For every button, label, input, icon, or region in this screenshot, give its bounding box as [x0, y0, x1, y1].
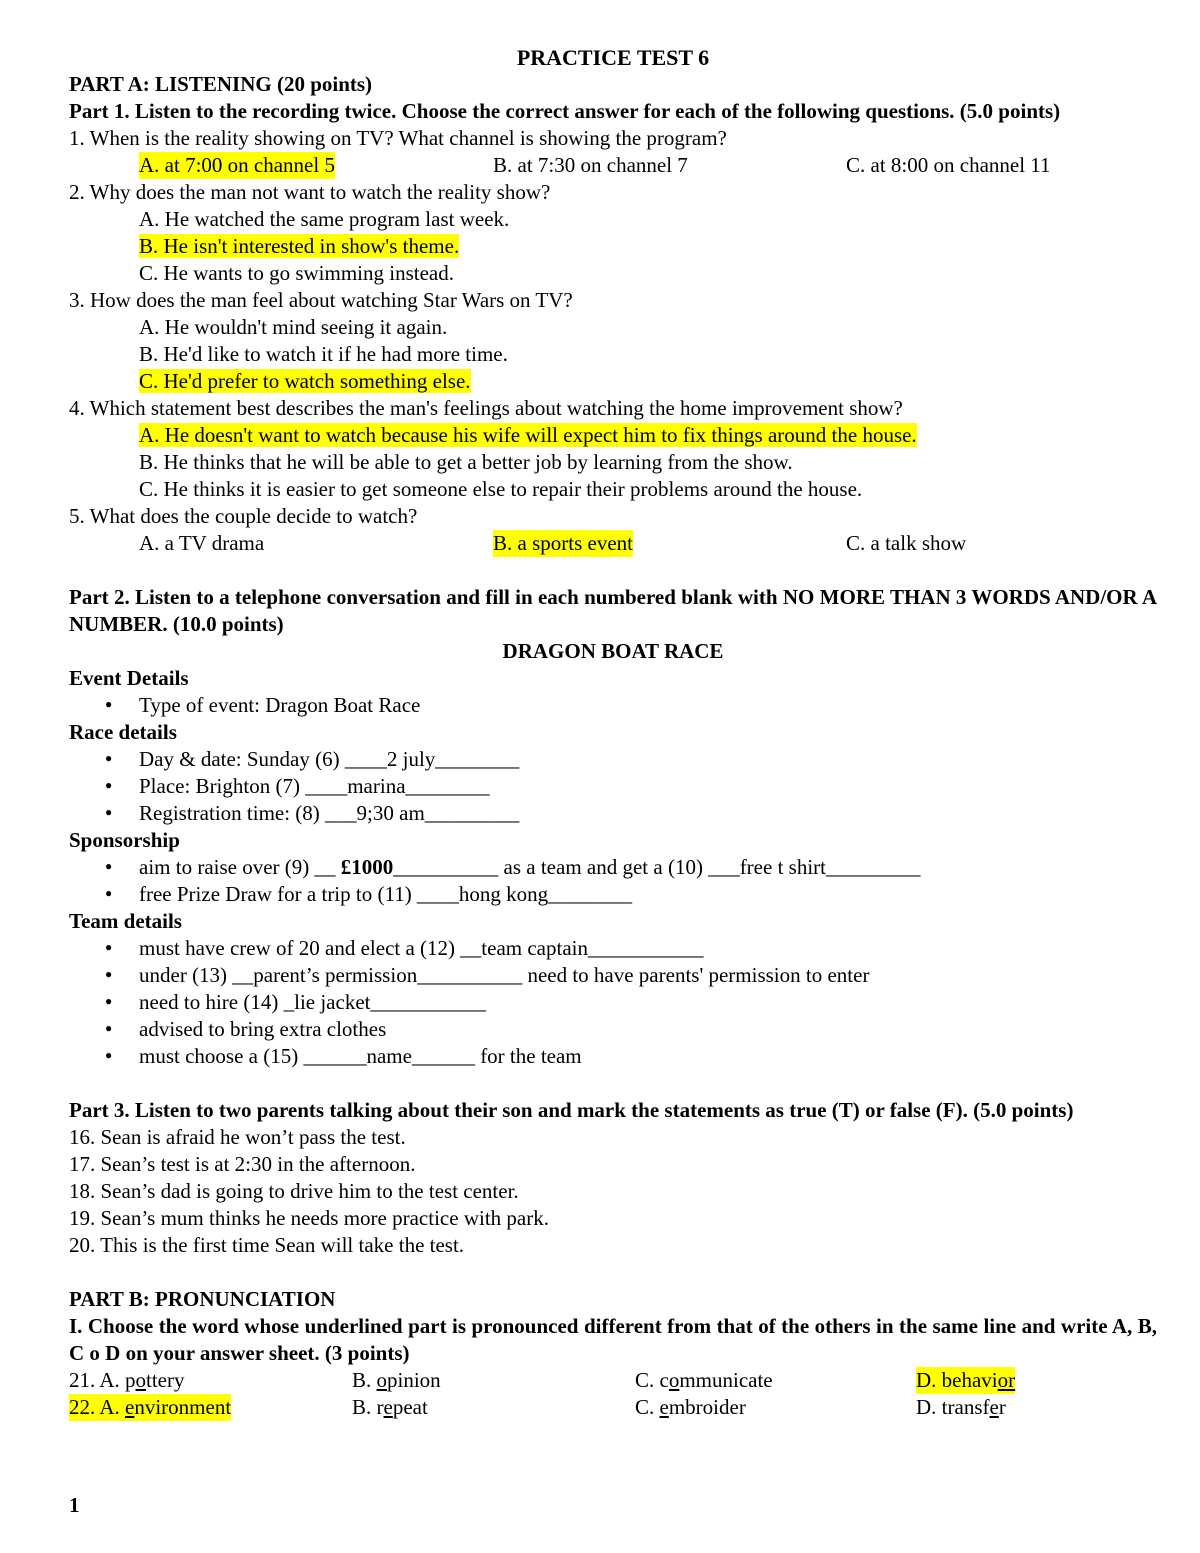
q4-option-b: B. He thinks that he will be able to get a better job by learning from the show.: [139, 450, 793, 474]
race-item-place: ● Place: Brighton (7) ____marina________: [69, 773, 1157, 800]
q21-row: [69, 1367, 1157, 1394]
q3-option-a: A. He wouldn't mind seeing it again.: [139, 315, 448, 339]
q1-option-c: C. at 8:00 on channel 11: [846, 153, 1051, 177]
q4-stem: 4. Which statement best describes the man's feelings about watching the home improvement show?: [69, 396, 903, 420]
q4-option-a: A. He doesn't want to watch because his wife will expect him to fix things around the house.: [139, 423, 917, 447]
race-item-registration: ● Registration time: (8) ___9;30 am_________: [69, 800, 1157, 827]
statement-17: 17. Sean’s test is at 2:30 in the afternoon.: [69, 1152, 416, 1176]
part-b-instruction: I. Choose the word whose underlined part is pronounced different from that of the others in the same line and write A, B, C o D on your answer sheet. (3 points): [69, 1314, 1157, 1365]
q5-option-a: A. a TV drama: [139, 531, 265, 555]
team-item-under: ● under (13) __parent’s permission__________ need to have parents' permission to enter: [69, 962, 1157, 989]
event-details-heading: Event Details: [69, 666, 189, 690]
page-title: PRACTICE TEST 6: [516, 45, 710, 70]
event-item: ● Type of event: Dragon Boat Race: [69, 692, 1157, 719]
team-item-name: ● must choose a (15) ______name______ for the team: [69, 1043, 1157, 1070]
q21-option-a: 21. A. pottery: [69, 1368, 185, 1392]
q3-option-c: C. He'd prefer to watch something else.: [139, 369, 471, 393]
q21-option-c: C. communicate: [635, 1368, 773, 1392]
statement-18: 18. Sean’s dad is going to drive him to the test center.: [69, 1179, 519, 1203]
sponsor-item-prize: ● free Prize Draw for a trip to (11) ____hong kong________: [69, 881, 1157, 908]
statement-16: 16. Sean is afraid he won’t pass the test.: [69, 1125, 406, 1149]
part2-subtitle: DRAGON BOAT RACE: [502, 639, 724, 663]
statement-20: 20. This is the first time Sean will take the test.: [69, 1233, 465, 1257]
team-item-hire: ● need to hire (14) _lie jacket___________: [69, 989, 1157, 1016]
q4-option-c: C. He thinks it is easier to get someone else to repair their problems around the house.: [139, 477, 863, 501]
q1-option-a: A. at 7:00 on channel 5: [139, 153, 335, 177]
q21-option-d: D. behavior: [916, 1368, 1016, 1392]
part-b-heading: PART B: PRONUNCIATION: [69, 1287, 336, 1311]
q22-option-c: C. embroider: [635, 1395, 746, 1419]
q22-option-d: D. transfer: [916, 1395, 1006, 1419]
team-item-clothes: ● advised to bring extra clothes: [69, 1016, 1157, 1043]
q5-stem: 5. What does the couple decide to watch?: [69, 504, 418, 528]
sponsorship-heading: Sponsorship: [69, 828, 180, 852]
team-item-crew: ● must have crew of 20 and elect a (12) __team captain___________: [69, 935, 1157, 962]
q3-stem: 3. How does the man feel about watching Star Wars on TV?: [69, 288, 573, 312]
q2-option-a: A. He watched the same program last week.: [139, 207, 510, 231]
q2-stem: 2. Why does the man not want to watch the reality show?: [69, 180, 551, 204]
q22-row: [69, 1394, 1157, 1421]
sponsor-item-raise: ● aim to raise over (9) __ £1000__________ as a team and get a (10) ___free t shirt_________: [69, 854, 1157, 881]
q2-option-c: C. He wants to go swimming instead.: [139, 261, 454, 285]
q22-option-b: B. repeat: [352, 1395, 428, 1419]
q3-option-b: B. He'd like to watch it if he had more time.: [139, 342, 508, 366]
q1-stem: 1. When is the reality showing on TV? What channel is showing the program?: [69, 126, 727, 150]
statement-19: 19. Sean’s mum thinks he needs more practice with park.: [69, 1206, 549, 1230]
q22-option-a: 22. A. environment: [69, 1395, 232, 1419]
part3-instruction: Part 3. Listen to two parents talking about their son and mark the statements as true (T) or false (F). (5.0 points): [69, 1098, 1074, 1122]
q2-option-b: B. He isn't interested in show's theme.: [139, 234, 460, 258]
q5-option-c: C. a talk show: [846, 531, 967, 555]
part-a-heading: PART A: LISTENING (20 points): [69, 72, 373, 96]
q1-option-b: B. at 7:30 on channel 7: [493, 153, 688, 177]
q5-option-b: B. a sports event: [493, 531, 633, 555]
page-number: 1: [69, 1493, 80, 1517]
race-item-day: ● Day & date: Sunday (6) ____2 july________: [69, 746, 1157, 773]
q1-options: [69, 152, 1157, 179]
part1-instruction: Part 1. Listen to the recording twice. Choose the correct answer for each of the following questions. (5.0 points): [69, 99, 1061, 123]
q21-option-b: B. opinion: [352, 1368, 441, 1392]
document-page: [69, 44, 1157, 1421]
race-details-heading: Race details: [69, 720, 177, 744]
part2-instruction: Part 2. Listen to a telephone conversation and fill in each numbered blank with NO MORE THAN 3 WORDS AND/OR A NUMBER. (10.0 points): [69, 585, 1157, 636]
team-details-heading: Team details: [69, 909, 182, 933]
q5-options: [69, 530, 1157, 557]
